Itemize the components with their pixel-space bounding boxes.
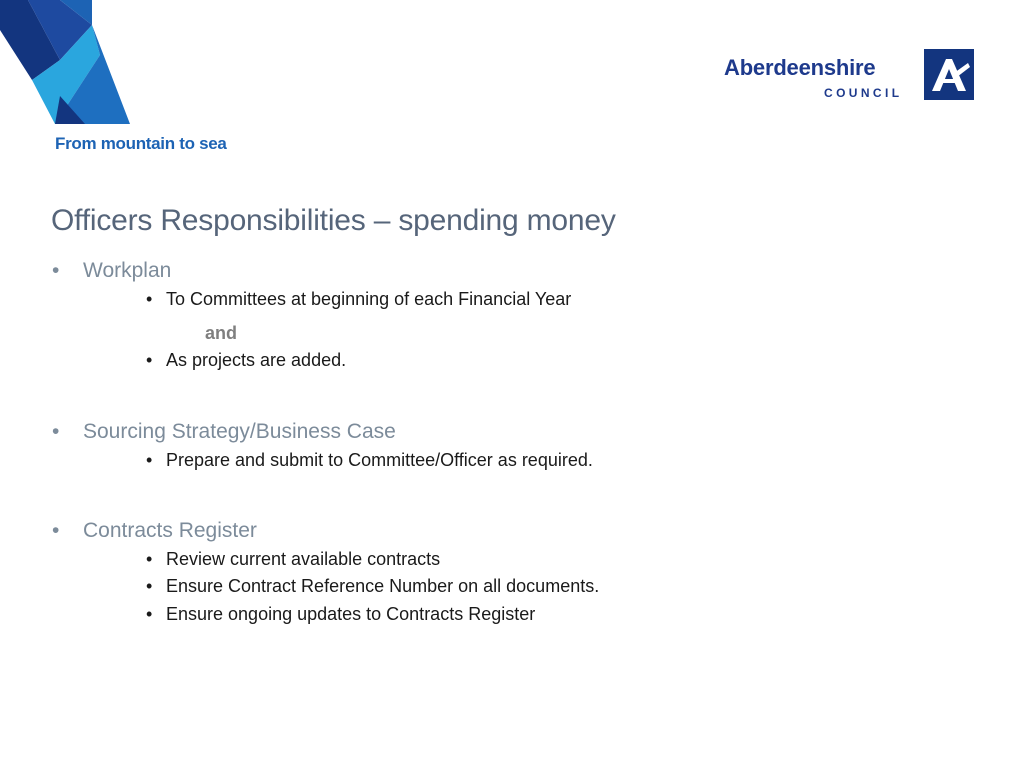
bullet-dot: •	[146, 350, 153, 370]
sub-bullet-text: Review current available contracts	[166, 549, 441, 569]
bullet-dot: •	[146, 289, 153, 309]
council-subtitle: COUNCIL	[824, 86, 903, 100]
connector-text: and	[205, 323, 238, 343]
bullet-dot: •	[52, 259, 60, 282]
council-mark-icon	[924, 49, 974, 100]
bullet-dot: •	[146, 604, 153, 624]
bullet-heading: Sourcing Strategy/Business Case	[83, 420, 396, 443]
bullet-dot: •	[52, 519, 60, 542]
sub-bullet-text: Ensure Contract Reference Number on all documents.	[166, 576, 600, 596]
tagline: From mountain to sea	[55, 134, 227, 153]
corner-graphic	[0, 0, 140, 130]
bullet-dot: •	[146, 450, 153, 470]
slide-title: Officers Responsibilities – spending money	[51, 204, 616, 237]
sub-bullet-text: To Committees at beginning of each Financial Year	[166, 289, 572, 309]
sub-bullet-text: Ensure ongoing updates to Contracts Register	[166, 604, 536, 624]
bullet-dot: •	[146, 576, 153, 596]
council-name: Aberdeenshire	[724, 55, 876, 80]
sub-bullet-text: As projects are added.	[166, 350, 347, 370]
bullet-heading: Contracts Register	[83, 519, 257, 542]
council-logo	[724, 47, 976, 103]
bullet-heading: Workplan	[83, 259, 172, 282]
bullet-dot: •	[146, 549, 153, 569]
sub-bullet-text: Prepare and submit to Committee/Officer as required.	[166, 450, 593, 470]
bullet-dot: •	[52, 420, 60, 443]
